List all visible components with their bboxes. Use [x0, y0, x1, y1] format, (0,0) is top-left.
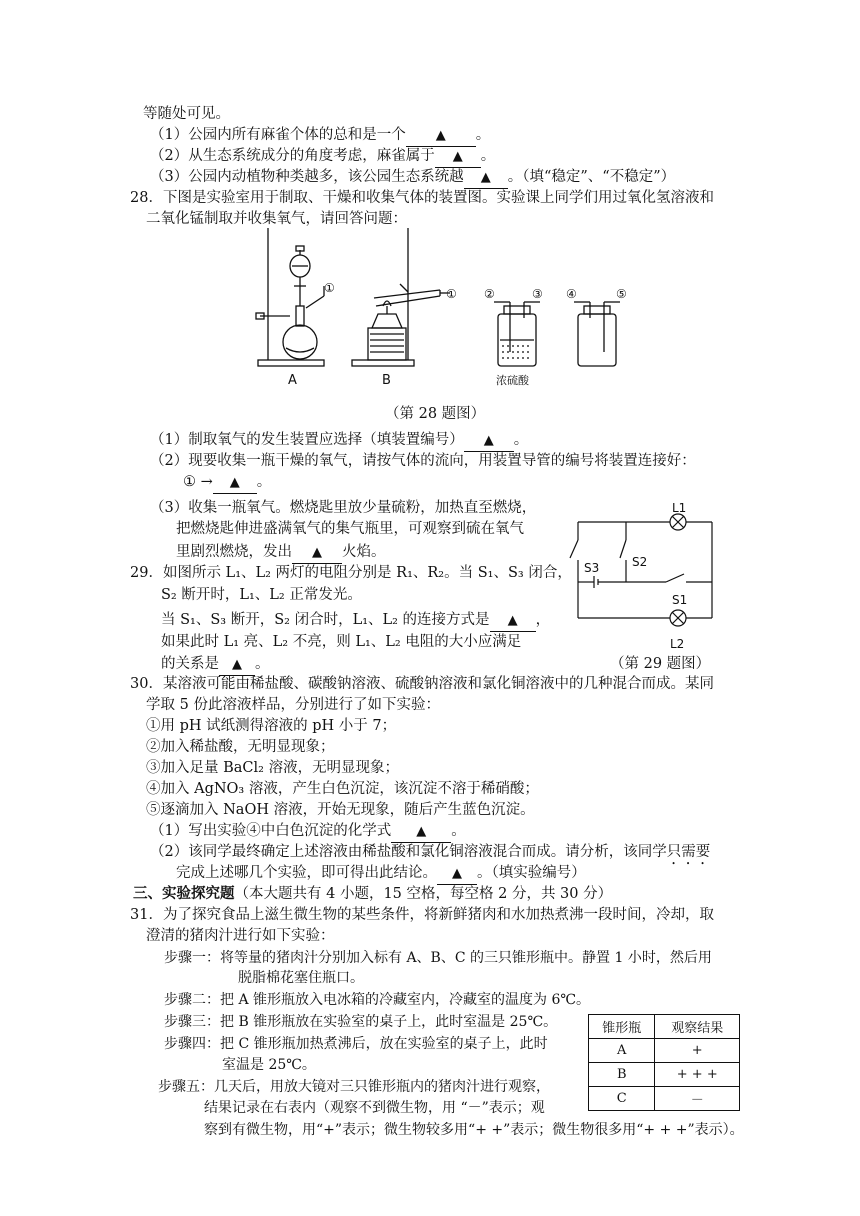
experiment-item: ⑤逐滴加入 NaOH 溶液，开始无现象，随后产生蓝色沉淀。 [146, 802, 535, 818]
step-1: 步骤一：将等量的猪肉汁分别加入标有 A、B、C 的三只锥形瓶中。静置 1 小时，然后用 [164, 950, 712, 966]
apparatus-figure [240, 222, 640, 392]
question-28-3-answer: 里剧烈燃烧，发出 ▲ 火焰。 [176, 542, 386, 564]
answer-blank[interactable]: ▲ [437, 863, 477, 885]
step-4-cont: 室温是 25℃。 [222, 1057, 316, 1073]
section-heading: 三、实验探究题（本大题共有 4 小题，15 空格，每空格 2 分，共 30 分） [133, 885, 613, 902]
switch-s3 [570, 540, 578, 558]
answer-blank[interactable]: ▲ [464, 430, 514, 452]
switch-s1 [666, 574, 684, 582]
table-cell: C [589, 1087, 655, 1111]
question-30-2-answer: 完成上述哪几个实验，即可得出此结论。 ▲ 。（填实验编号） [176, 863, 586, 885]
step-5-cont: 结果记录在右表内（观察不到微生物，用 “－”表示；观 [204, 1100, 545, 1116]
table-cell: A [589, 1039, 655, 1063]
label-s1: S1 [672, 593, 688, 607]
port-label: ⑤ [616, 287, 627, 301]
answer-blank[interactable]: ▲ [292, 542, 342, 564]
question-30-stem: 30．某溶液可能由稀盐酸、碳酸钠溶液、硫酸钠溶液和氯化铜溶液中的几种混合而成。某同 [130, 676, 714, 692]
answer-blank[interactable]: ▲ [406, 125, 476, 147]
experiment-item: ④加入 AgNO₃ 溶液，产生白色沉淀，该沉淀不溶于稀硝酸； [146, 781, 539, 797]
figure-caption-29: （第 29 题图） [610, 656, 711, 672]
question-30-stem-cont: 学取 5 份此溶液样品，分别进行了如下实验： [146, 697, 440, 713]
table-cell: B [589, 1063, 655, 1087]
question-30-2: （2）该同学最终确定上述溶液由稀盐酸和氯化铜溶液混合而成。请分析，该同学只需要 [150, 844, 711, 860]
step-5-cont: 察到有微生物，用“+”表示；微生物较多用“+ +”表示；微生物很多用“+ + +”表示）。 [204, 1122, 744, 1138]
answer-blank[interactable]: ▲ [464, 167, 508, 189]
stand-base-b [352, 360, 414, 366]
text-line: 等随处可见。 [143, 106, 230, 122]
figure-caption-28: （第 28 题图） [385, 406, 486, 422]
question-31-stem: 31．为了探究食品上滋生微生物的某些条件，将新鲜猪肉和水加热煮沸一段时间，冷却，取 [130, 907, 714, 923]
alcohol-lamp [372, 314, 402, 328]
port-label: ③ [532, 287, 543, 301]
label-l1: L1 [672, 501, 687, 515]
question-31-stem-cont: 澄清的猪肉汁进行如下实验： [146, 928, 335, 944]
port-label: ④ [566, 287, 577, 301]
answer-blank[interactable]: ▲ [391, 821, 451, 843]
experiment-item: ②加入稀盐酸，无明显现象； [146, 739, 335, 755]
question-28-1: （1）制取氧气的发生装置应选择（填装置编号） ▲ 。 [150, 430, 528, 452]
circuit-figure [566, 500, 726, 660]
table-header: 锥形瓶 [589, 1015, 655, 1039]
table-cell: + + + [655, 1063, 740, 1087]
answer-blank[interactable]: ▲ [213, 472, 257, 494]
label-s3: S3 [584, 561, 600, 575]
flask [283, 325, 317, 359]
question-28-2-answer: ① → ▲ 。 [183, 472, 271, 494]
question-28-stem-cont: 二氧化锰制取并收集氧气，请回答问题： [146, 211, 407, 227]
label-a: A [288, 373, 297, 388]
question-30-1: （1）写出实验④中白色沉淀的化学式 ▲ 。 [150, 821, 466, 843]
label-sulfuric-acid: 浓硫酸 [496, 374, 529, 387]
wood-block [368, 328, 406, 360]
question-27-1: （1）公园内所有麻雀个体的总和是一个 ▲ 。 [150, 125, 490, 147]
experiment-item: ③加入足量 BaCl₂ 溶液，无明显现象； [146, 760, 400, 776]
table-row [589, 1087, 740, 1111]
switch-s2 [620, 540, 626, 558]
question-28-3: （3）收集一瓶氧气。燃烧匙里放少量硫粉，加热直至燃烧， [150, 500, 537, 516]
label-b: B [382, 373, 391, 388]
label-s2: S2 [632, 555, 648, 569]
step-3: 步骤三：把 B 锥形瓶放在实验室的桌子上，此时室温是 25℃。 [164, 1014, 558, 1030]
answer-blank[interactable]: ▲ [490, 610, 536, 632]
question-27-3: （3）公园内动植物种类越多，该公园生态系统越 ▲ 。（填“稳定”、“不稳定”） [150, 167, 675, 189]
table-cell: + [655, 1039, 740, 1063]
observation-table [588, 1014, 740, 1111]
port-label: ② [484, 287, 495, 301]
experiment-item: ①用 pH 试纸测得溶液的 pH 小于 7； [146, 718, 397, 734]
port-label: ① [446, 287, 457, 301]
answer-blank[interactable]: ▲ [219, 654, 255, 676]
question-29-q2: 如果此时 L₁ 亮、L₂ 不亮，则 L₁、L₂ 电阻的大小应满足 [161, 634, 522, 650]
table-header: 观察结果 [655, 1015, 740, 1039]
question-27-2: （2）从生态系统成分的角度考虑，麻雀属于 ▲ 。 [150, 146, 495, 168]
gas-bottle [578, 314, 616, 366]
step-5: 步骤五：几天后，用放大镜对三只锥形瓶内的猪肉汁进行观察， [158, 1079, 550, 1095]
step-4: 步骤四：把 C 锥形瓶加热煮沸后，放在实验室的桌子上，此时 [164, 1036, 548, 1052]
question-29-stem-cont: S₂ 断开时，L₁、L₂ 正常发光。 [161, 587, 362, 603]
question-29-stem: 29．如图所示 L₁、L₂ 两灯的电阻分别是 R₁、R₂。当 S₁、S₃ 闭合， [130, 565, 572, 581]
question-29-q2-answer: 的关系是 ▲ 。 [161, 654, 270, 676]
step-2: 步骤二：把 A 锥形瓶放入电冰箱的冷藏室内，冷藏室的温度为 6℃。 [164, 992, 591, 1008]
question-28-3-cont: 把燃烧匙伸进盛满氧气的集气瓶里，可观察到硫在氧气 [176, 521, 524, 537]
question-29-q1: 当 S₁、S₃ 断开，S₂ 闭合时，L₁、L₂ 的连接方式是 ▲ ， [161, 610, 550, 632]
stand-base-a [258, 360, 324, 366]
step-1-cont: 脱脂棉花塞住瓶口。 [238, 970, 364, 986]
table-cell: － [655, 1087, 740, 1111]
question-28-stem: 28．下图是实验室用于制取、干燥和收集气体的装置图。实验课上同学们用过氧化氢溶液和 [130, 190, 714, 206]
label-l2: L2 [670, 637, 685, 651]
table-header-row [589, 1015, 740, 1039]
question-28-2: （2）现要收集一瓶干燥的氧气，请按气体的流向，用装置导管的编号将装置连接好： [150, 453, 696, 469]
port-label: ① [324, 281, 335, 295]
table-row [589, 1039, 740, 1063]
table-row [589, 1063, 740, 1087]
answer-blank[interactable]: ▲ [435, 146, 481, 168]
